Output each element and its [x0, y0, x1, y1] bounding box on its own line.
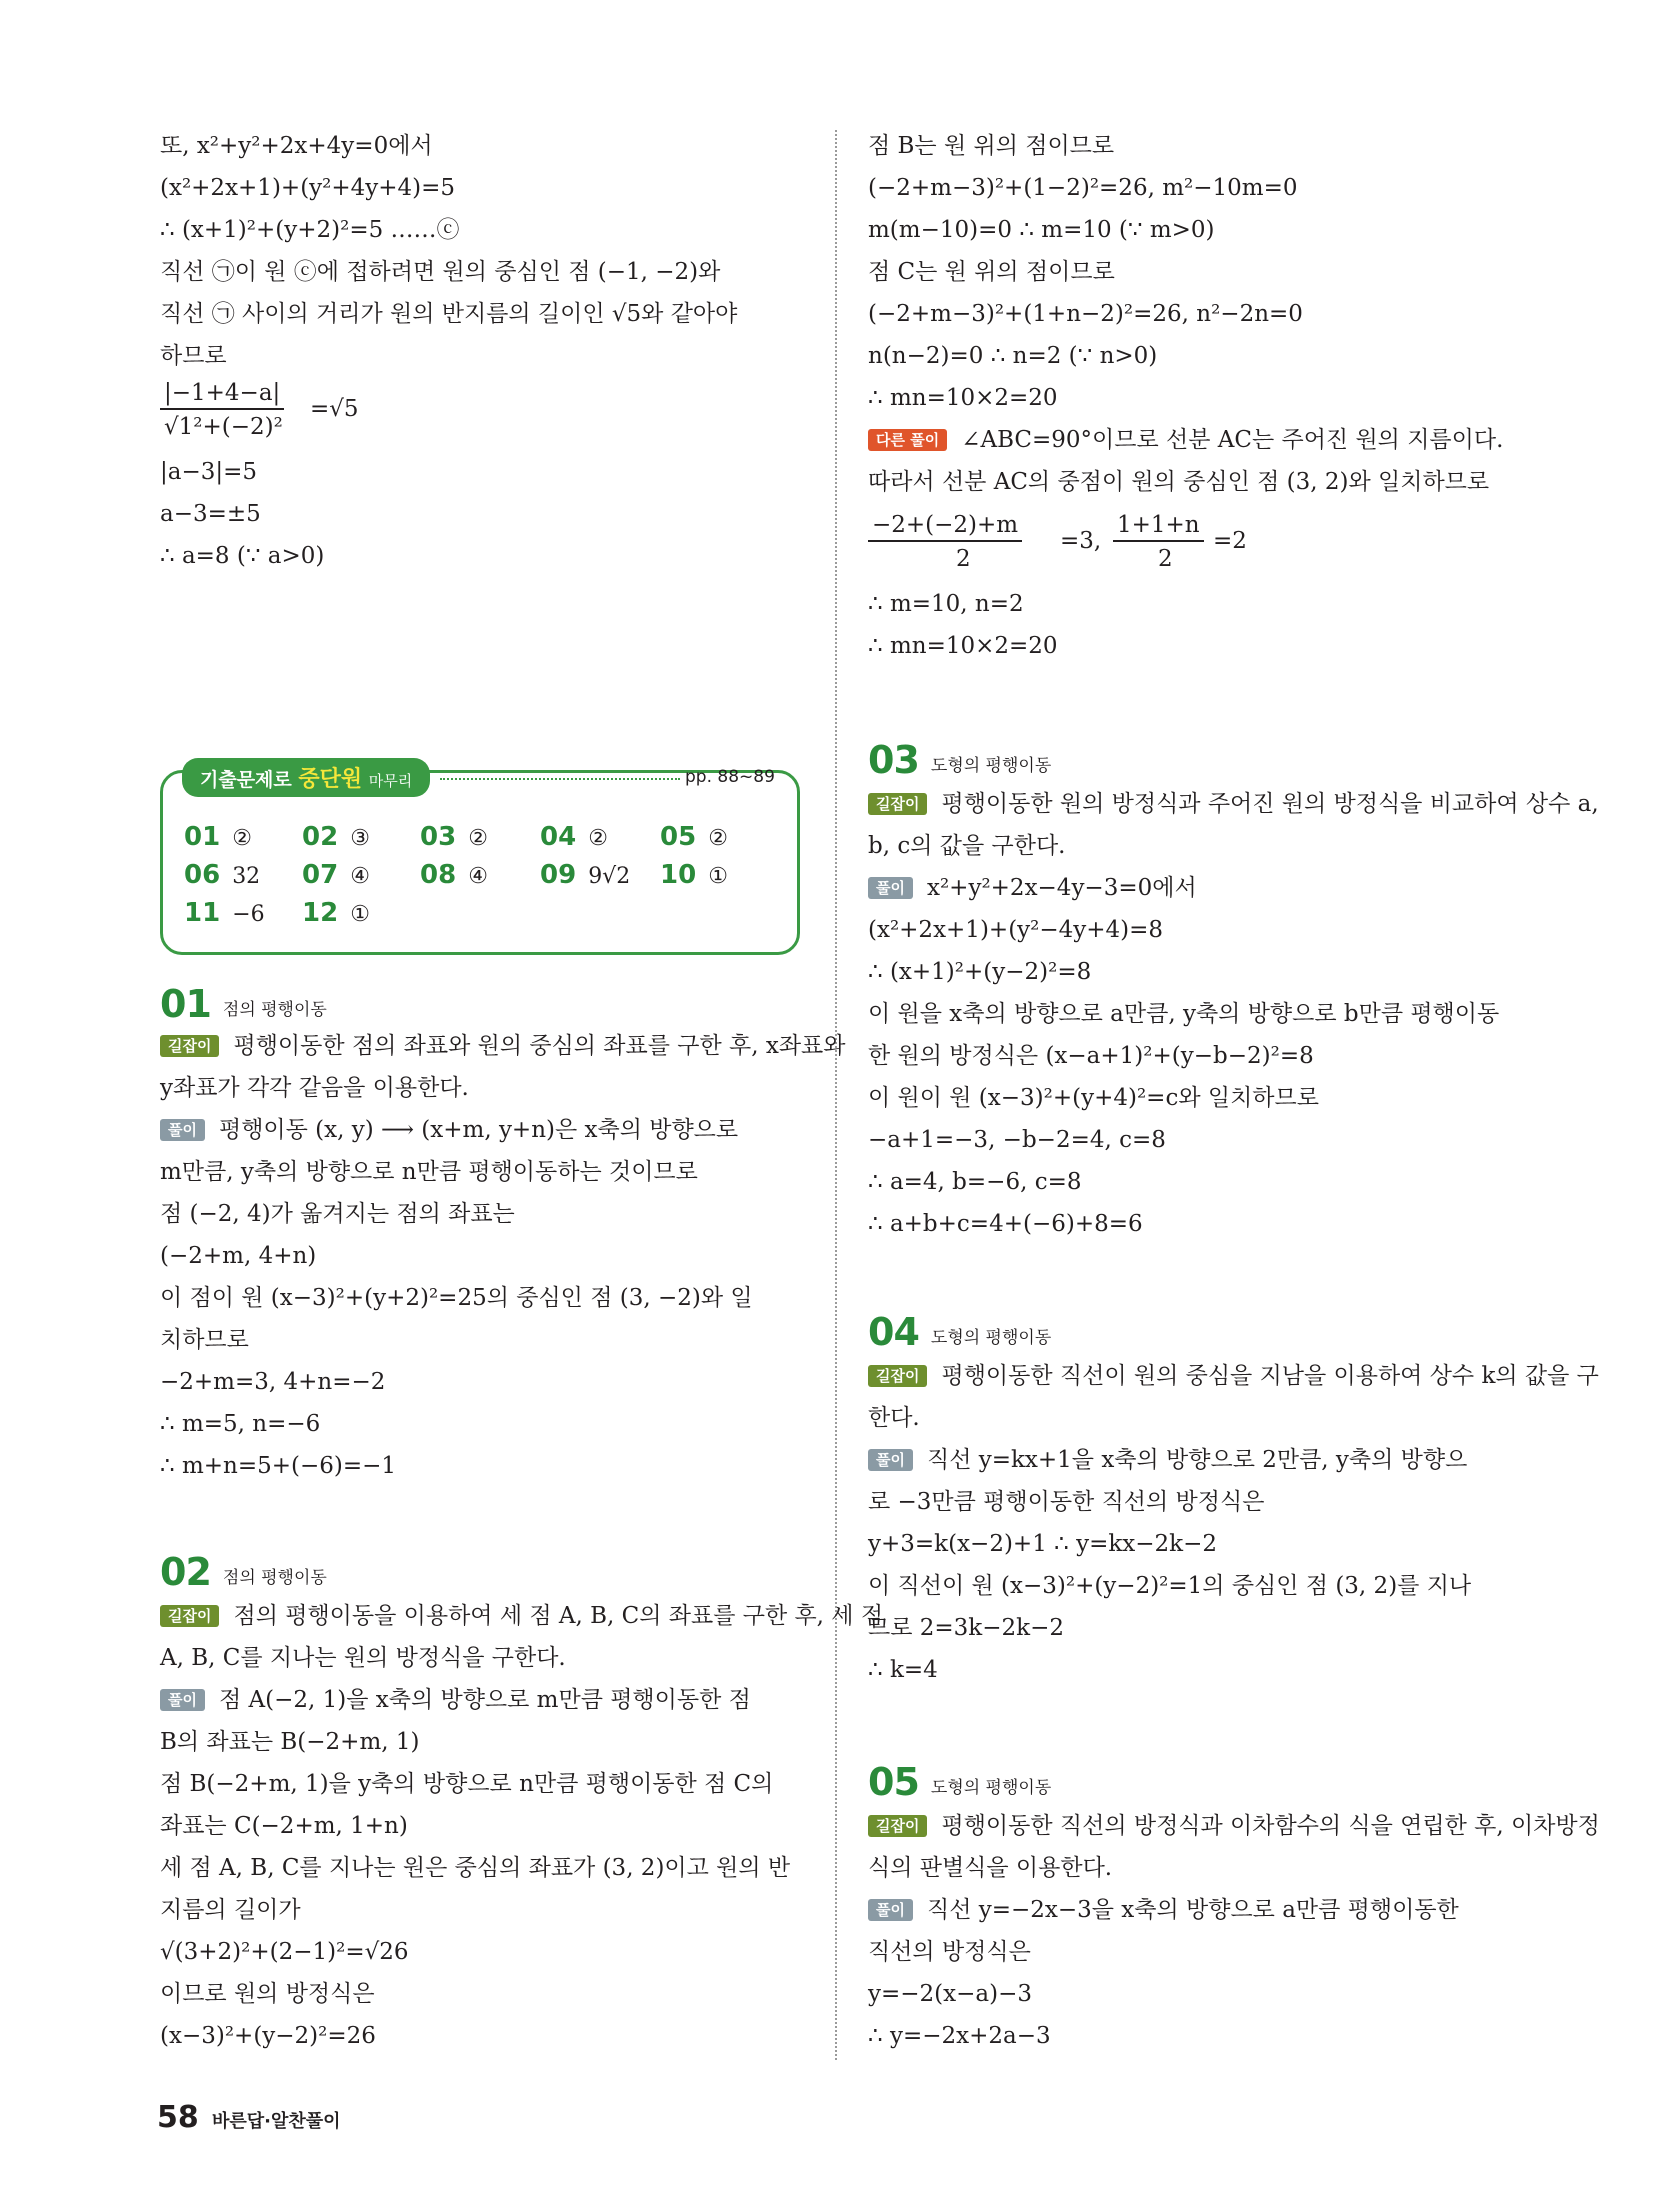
solution-badge: 풀이 [868, 877, 913, 899]
answer-item: 08 ④ [420, 860, 488, 890]
solution-line: −a+1=−3, −b−2=4, c=8 [868, 1127, 1166, 1153]
solution-line: (−2+m, 4+n) [160, 1243, 317, 1269]
answer-pages: pp. 88~89 [685, 767, 775, 787]
solution-line: 지름의 길이가 [160, 1897, 301, 1923]
fraction-result: =√5 [310, 396, 359, 422]
solution-badge: 풀이 [160, 1689, 205, 1711]
tab-prefix: 기출문제로 [200, 769, 292, 791]
tab-highlight: 중단원 [298, 767, 363, 792]
problem-header [160, 982, 327, 1026]
guide-badge: 길잡이 [868, 1365, 927, 1387]
problem-number: 05 [868, 1760, 919, 1804]
solution-line: m만큼, y축의 방향으로 n만큼 평행이동하는 것이므로 [160, 1159, 698, 1185]
text-line: ∴ mn=10×2=20 [868, 385, 1058, 411]
text-line: ∴ m=10, n=2 [868, 591, 1024, 617]
text-line: n(n−2)=0 ∴ n=2 (∵ n>0) [868, 343, 1158, 369]
text-line: (−2+m−3)²+(1+n−2)²=26, n²−2n=0 [868, 301, 1303, 327]
guide-badge: 길잡이 [160, 1035, 219, 1057]
problem-number: 04 [868, 1310, 919, 1354]
solution-line: 치하므로 [160, 1327, 249, 1353]
text-line: (−2+m−3)²+(1−2)²=26, m²−10m=0 [868, 175, 1298, 201]
alt-solution-badge: 다른 풀이 [868, 429, 947, 451]
text-line: 점 C는 원 위의 점이므로 [868, 259, 1115, 285]
guide-line: 식의 판별식을 이용한다. [868, 1855, 1113, 1881]
guide-line: 길잡이 평행이동한 원의 방정식과 주어진 원의 방정식을 비교하여 상수 a, [868, 788, 1599, 820]
solution-line: 점 B(−2+m, 1)을 y축의 방향으로 n만큼 평행이동한 점 C의 [160, 1771, 774, 1797]
text-line: m(m−10)=0 ∴ m=10 (∵ m>0) [868, 217, 1215, 243]
distance-fraction [160, 378, 380, 448]
fraction-numerator: |−1+4−a| [160, 378, 284, 410]
text-line: ∴ a=8 (∵ a>0) [160, 543, 325, 569]
problem-number: 03 [868, 738, 919, 782]
fraction-denominator: √1²+(−2)² [164, 414, 283, 440]
fraction-numerator: 1+1+n [1113, 510, 1204, 542]
solution-line: ∴ a+b+c=4+(−6)+8=6 [868, 1211, 1143, 1237]
answer-item: 05 ② [660, 822, 728, 852]
fraction-result: =3, [1060, 528, 1102, 554]
text-line: 점 B는 원 위의 점이므로 [868, 133, 1115, 159]
text-line: 직선 ㉠이 원 ⓒ에 접하려면 원의 중심인 점 (−1, −2)와 [160, 259, 721, 285]
problem-topic: 도형의 평행이동 [930, 1327, 1052, 1348]
footer-title: 바른답·알찬풀이 [212, 2111, 341, 2132]
solution-line: 이 원이 원 (x−3)²+(y+4)²=c와 일치하므로 [868, 1085, 1319, 1111]
solution-line: 직선의 방정식은 [868, 1939, 1031, 1965]
text-line: 직선 ㉠ 사이의 거리가 원의 반지름의 길이인 √5와 같아야 [160, 301, 738, 327]
guide-line: 길잡이 평행이동한 직선이 원의 중심을 지남을 이용하여 상수 k의 값을 구 [868, 1360, 1599, 1392]
solution-line: 이 점이 원 (x−3)²+(y+2)²=25의 중심인 점 (3, −2)와 일 [160, 1285, 753, 1311]
solution-line: ∴ m=5, n=−6 [160, 1411, 321, 1437]
text-line: |a−3|=5 [160, 459, 258, 485]
solution-line: 좌표는 C(−2+m, 1+n) [160, 1813, 408, 1839]
midpoint-fractions [868, 510, 1288, 580]
problem-header [868, 738, 1051, 782]
text-line: (x²+2x+1)+(y²+4y+4)=5 [160, 175, 456, 201]
text-line: ∴ (x+1)²+(y+2)²=5 ……ⓒ [160, 217, 460, 243]
column-divider [835, 130, 837, 2060]
solution-line: (x²+2x+1)+(y²−4y+4)=8 [868, 917, 1164, 943]
answer-item: 10 ① [660, 860, 728, 890]
guide-line: 길잡이 평행이동한 직선의 방정식과 이차함수의 식을 연립한 후, 이차방정 [868, 1810, 1600, 1842]
answer-item: 09 9√2 [540, 860, 631, 890]
problem-header [160, 1550, 327, 1594]
guide-badge: 길잡이 [868, 1815, 927, 1837]
answer-item: 12 ① [302, 898, 370, 928]
answer-item: 11 −6 [184, 898, 265, 928]
answer-item: 03 ② [420, 822, 488, 852]
solution-line: ∴ y=−2x+2a−3 [868, 2023, 1051, 2049]
guide-line: A, B, C를 지나는 원의 방정식을 구한다. [160, 1645, 566, 1671]
alt-solution-line: 따라서 선분 AC의 중점이 원의 중심인 점 (3, 2)와 일치하므로 [868, 469, 1490, 495]
solution-line: 므로 2=3k−2k−2 [868, 1615, 1064, 1641]
solution-line: 로 −3만큼 평행이동한 직선의 방정식은 [868, 1489, 1265, 1515]
guide-line: y좌표가 각각 같음을 이용한다. [160, 1075, 469, 1101]
problem-topic: 도형의 평행이동 [930, 1777, 1052, 1798]
fraction-numerator: −2+(−2)+m [868, 510, 1022, 542]
guide-line: 한다. [868, 1405, 920, 1431]
solution-badge: 풀이 [868, 1899, 913, 1921]
guide-badge: 길잡이 [160, 1605, 219, 1627]
solution-line: 이 직선이 원 (x−3)²+(y−2)²=1의 중심인 점 (3, 2)를 지나 [868, 1573, 1472, 1599]
solution-line: (x−3)²+(y−2)²=26 [160, 2023, 376, 2049]
solution-line: 한 원의 방정식은 (x−a+1)²+(y−b−2)²=8 [868, 1043, 1314, 1069]
solution-badge: 풀이 [868, 1449, 913, 1471]
solution-badge: 풀이 [160, 1119, 205, 1141]
alt-solution-line: 다른 풀이 ∠ABC=90°이므로 선분 AC는 주어진 원의 지름이다. [868, 424, 1503, 456]
guide-line: b, c의 값을 구한다. [868, 833, 1066, 859]
solution-line: 풀이 x²+y²+2x−4y−3=0에서 [868, 872, 1197, 904]
solution-line: B의 좌표는 B(−2+m, 1) [160, 1729, 420, 1755]
answer-item: 02 ③ [302, 822, 370, 852]
solution-line: −2+m=3, 4+n=−2 [160, 1369, 386, 1395]
solution-line: ∴ m+n=5+(−6)=−1 [160, 1453, 397, 1479]
problem-topic: 도형의 평행이동 [930, 755, 1052, 776]
solution-line: 이므로 원의 방정식은 [160, 1981, 375, 2007]
fraction-denominator: 2 [956, 546, 971, 572]
solution-line: 세 점 A, B, C를 지나는 원은 중심의 좌표가 (3, 2)이고 원의 반 [160, 1855, 791, 1881]
solution-line: 이 원을 x축의 방향으로 a만큼, y축의 방향으로 b만큼 평행이동 [868, 1001, 1500, 1027]
guide-badge: 길잡이 [868, 793, 927, 815]
solution-line: 풀이 직선 y=−2x−3을 x축의 방향으로 a만큼 평행이동한 [868, 1894, 1459, 1926]
answer-item: 07 ④ [302, 860, 370, 890]
solution-line: 풀이 직선 y=kx+1을 x축의 방향으로 2만큼, y축의 방향으 [868, 1444, 1467, 1476]
problem-number: 01 [160, 982, 211, 1026]
solution-line: ∴ k=4 [868, 1657, 938, 1683]
problem-topic: 점의 평행이동 [222, 999, 327, 1020]
text-line: 또, x²+y²+2x+4y=0에서 [160, 133, 433, 159]
problem-topic: 점의 평행이동 [222, 1567, 327, 1588]
problem-header [868, 1760, 1051, 1804]
solution-line: ∴ a=4, b=−6, c=8 [868, 1169, 1082, 1195]
tab-suffix: 마무리 [368, 772, 413, 790]
answer-item: 01 ② [184, 822, 252, 852]
solution-line: 풀이 점 A(−2, 1)을 x축의 방향으로 m만큼 평행이동한 점 [160, 1684, 751, 1716]
solution-line: 풀이 평행이동 (x, y) ⟶ (x+m, y+n)은 x축의 방향으로 [160, 1114, 738, 1146]
solution-line: √(3+2)²+(2−1)²=√26 [160, 1939, 409, 1965]
text-line: 하므로 [160, 343, 227, 369]
answer-dotted-rule [440, 778, 680, 780]
problem-header [868, 1310, 1051, 1354]
fraction-denominator: 2 [1158, 546, 1173, 572]
page-number: 58 [157, 2100, 199, 2135]
fraction-result: =2 [1213, 528, 1247, 554]
guide-line: 길잡이 평행이동한 점의 좌표와 원의 중심의 좌표를 구한 후, x좌표와 [160, 1030, 846, 1062]
answer-summary-tab [182, 758, 430, 797]
guide-line: 길잡이 점의 평행이동을 이용하여 세 점 A, B, C의 좌표를 구한 후, 세 점 [160, 1600, 883, 1632]
answer-item: 06 32 [184, 860, 261, 890]
solution-line: y=−2(x−a)−3 [868, 1981, 1032, 2007]
text-line: ∴ mn=10×2=20 [868, 633, 1058, 659]
solution-line: y+3=k(x−2)+1 ∴ y=kx−2k−2 [868, 1531, 1218, 1557]
answer-item: 04 ② [540, 822, 608, 852]
text-line: a−3=±5 [160, 501, 261, 527]
solution-line: ∴ (x+1)²+(y−2)²=8 [868, 959, 1092, 985]
solution-line: 점 (−2, 4)가 옮겨지는 점의 좌표는 [160, 1201, 515, 1227]
problem-number: 02 [160, 1550, 211, 1594]
